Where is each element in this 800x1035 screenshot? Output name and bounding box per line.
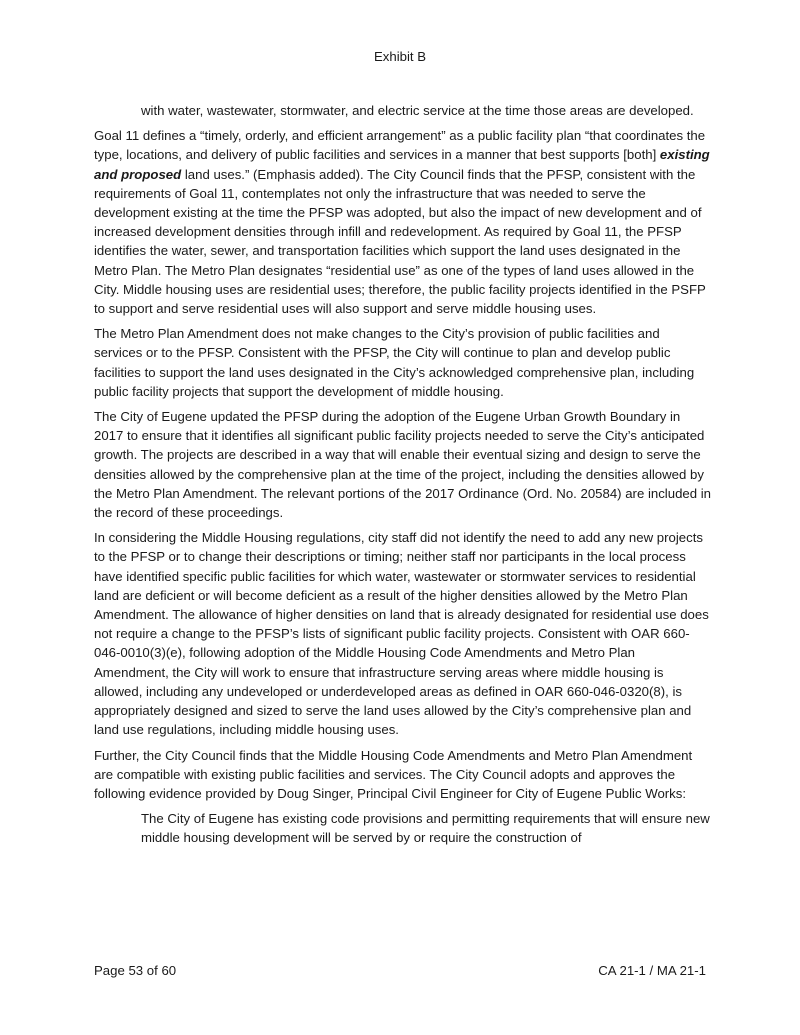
paragraph-pfsp-update: The City of Eugene updated the PFSP during the adoption of the Eugene Urban Growth Boundary in 2017 to ensure that it identifies all significant public facility projects needed to serve the City’s anticipated growth. The projects are described in a way that will enable their eventual sizing and design to serve the densities allowed by the comprehensive plan at the time of the project, including the densities allowed by the Metro Plan Amendment. The relevant portions of the 2017 Ordinance (Ord. No. 20584) are included in the record of these proceedings. xyxy=(94,409,711,521)
paragraph-middle-housing: In considering the Middle Housing regulations, city staff did not identify the need to add any new projects to the PFSP or to change their descriptions or timing; neither staff nor participants in the local process have identified specific public facilities for which water, wastewater or stormwater services to residential land are deficient or will become deficient as a result of the higher densities allowed by the Metro Plan Amendment. The allowance of higher densities on land that is already designated for residential use does not require a change to the PFSP’s lists of significant public facility projects. Consistent with OAR 660-046-0010(3)(e), following adoption of the Middle Housing Code Amendments and Metro Plan Amendment, the City will work to ensure that infrastructure serving areas where middle housing is allowed, including any undeveloped or underdeveloped areas as defined in OAR 660-046-0320(8), is appropriately designed and sized to serve the land uses allowed by the City’s comprehensive plan and land use regulations, including middle housing uses. xyxy=(94,530,709,738)
page-number: Page 53 of 60 xyxy=(94,963,177,978)
page-footer xyxy=(94,962,706,980)
paragraph-metro-plan: The Metro Plan Amendment does not make changes to the City’s provision of public facilities and services or to the PFSP. Consistent with the PFSP, the City will continue to plan and develop public facilities to support the land uses designated in the City’s acknowledged comprehensive plan, including public facility projects that support the development of middle housing. xyxy=(94,326,695,399)
paragraph-goal-11 xyxy=(94,126,711,318)
paragraph-council-findings: Further, the City Council finds that the Middle Housing Code Amendments and Metro Plan Amendment are compatible with existing public facilities and services. The City Council adopts and approves the following evidence provided by Doug Singer, Principal Civil Engineer for City of Eugene Public Works: xyxy=(94,747,693,801)
paragraph-continued: with water, wastewater, stormwater, and electric service at the time those areas are developed. xyxy=(141,103,694,118)
paragraph-text: land uses.” (Emphasis added). The City Council finds that the PFSP, consistent with the requirements of Goal 11, contemplates not only the infrastructure that was needed to serve the development existing at the time the PFSP was adopted, but also the impact of new development and of increased development densities through infill and redevelopment. As required by Goal 11, the PFSP identifies the water, sewer, and transportation facilities which support the land uses designated in the Metro Plan. The Metro Plan designates “residential use” as one of the types of land uses allowed in the City. Middle housing uses are residential uses; therefore, the public facility projects identified in the PSFP to support and serve residential uses will also support and serve middle housing uses. xyxy=(94,166,706,317)
case-reference: CA 21-1 / MA 21-1 xyxy=(598,963,706,978)
page-body xyxy=(94,101,711,854)
emphasized-text: existing and proposed xyxy=(94,147,710,182)
paragraph-quoted-evidence: The City of Eugene has existing code provisions and permitting requirements that will ensure new middle housing development will be served by or require the construction of xyxy=(141,811,710,846)
paragraph-text: Goal 11 defines a “timely, orderly, and efficient arrangement” as a public facility plan “that coordinates the type, locations, and delivery of public facilities and services in a manner that best supports [both] xyxy=(94,128,706,163)
page-header: Exhibit B xyxy=(373,49,427,64)
